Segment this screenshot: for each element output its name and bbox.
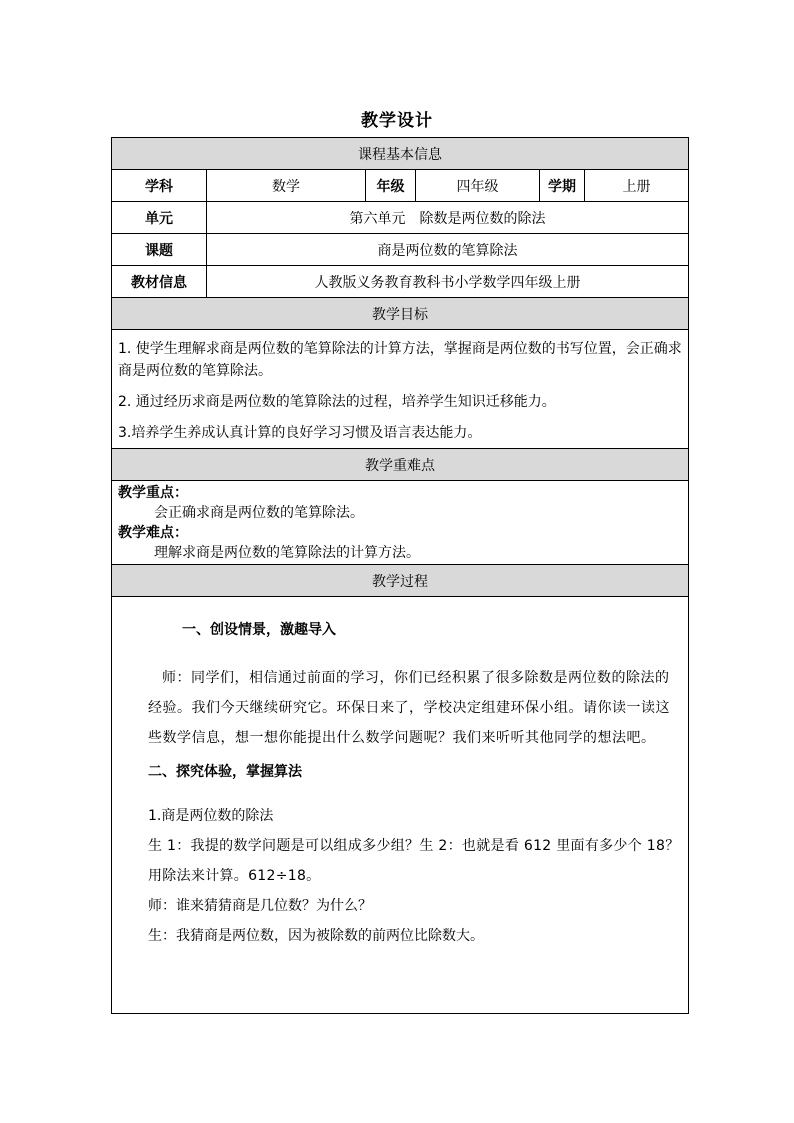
section1-paragraph: 师：同学们，相信通过前面的学习，你们已经积累了很多除数是两位数的除法的经验。我们今天继续研究它。环保日来了，学校决定组建环保小组。请你读一读这些数学信息，想一想你能提出什么数学问题呢？我们来听听其他同学的想法吧。 [148,670,670,746]
focus-text: 会正确求商是两位数的笔算除法。 [154,504,364,521]
process-header: 教学过程 [112,565,689,597]
subject-label: 学科 [112,170,207,202]
grade-value: 四年级 [416,170,540,202]
subject-value: 数学 [207,170,366,202]
lesson-plan-table [111,137,689,1014]
dialogue-line: 师：谁来猜猜商是几位数？为什么？ [148,898,372,914]
textbook-label: 教材信息 [112,266,207,298]
objective-item: 2. 通过经历求商是两位数的笔算除法的过程，培养学生知识迁移能力。 [118,394,556,410]
term-label: 学期 [540,170,585,202]
grade-label: 年级 [366,170,416,202]
topic-value: 商是两位数的笔算除法 [207,234,689,266]
subsection1-title: 1.商是两位数的除法 [148,808,274,824]
objective-item: 3.培养学生养成认真计算的良好学习习惯及语言表达能力。 [118,425,482,441]
dialogue-line: 生 1：我提的数学问题是可以组成多少组？生 2：也就是看 612 里面有多少个 18？用除法来计算。612÷18。 [148,838,680,884]
basic-info-header: 课程基本信息 [112,138,689,170]
term-value: 上册 [585,170,689,202]
difficulty-text: 理解求商是两位数的笔算除法的计算方法。 [154,544,420,561]
section1-title: 一、创设情景，激趣导入 [182,622,336,638]
objective-item: 1. 使学生理解求商是两位数的笔算除法的计算方法，掌握商是两位数的书写位置，会正确求商是两位数的笔算除法。 [118,341,682,379]
unit-label: 单元 [112,202,207,234]
focus-label: 教学重点： [118,484,188,501]
process-content [112,597,689,1014]
difficulty-label: 教学难点： [118,524,188,541]
textbook-value: 人教版义务教育教科书小学数学四年级上册 [207,266,689,298]
section2-title: 二、探究体验，掌握算法 [148,764,302,780]
topic-label: 课题 [112,234,207,266]
key-points-header: 教学重难点 [112,449,689,481]
objectives-header: 教学目标 [112,298,689,330]
objectives-content [112,330,689,449]
unit-value: 第六单元 除数是两位数的除法 [207,202,689,234]
dialogue-line: 生：我猜商是两位数，因为被除数的前两位比除数大。 [148,928,484,944]
key-points-content [112,481,689,565]
document-title: 教学设计 [361,111,433,131]
